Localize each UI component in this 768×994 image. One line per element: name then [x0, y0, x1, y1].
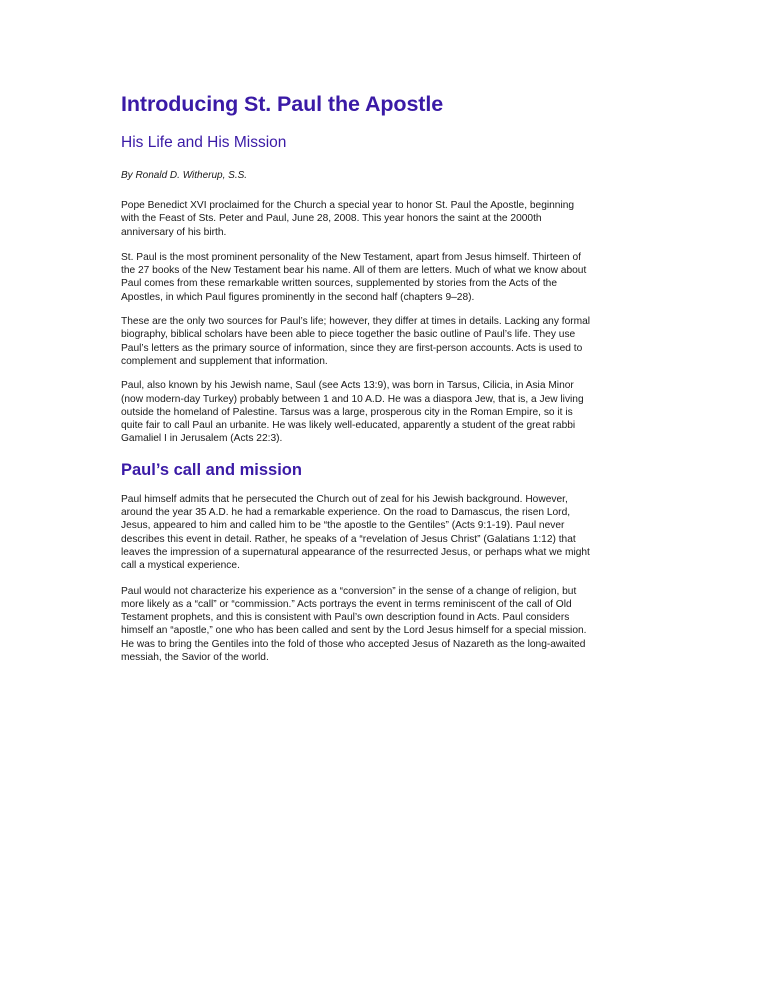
section-heading: Paul’s call and mission: [121, 460, 302, 479]
page-title: Introducing St. Paul the Apostle: [121, 92, 444, 116]
body-paragraph: Pope Benedict XVI proclaimed for the Church a special year to honor St. Paul the Apostle, beginning with the Feast of Sts. Peter and Paul, June 28, 2008. This year honors the saint at the 2000th anniversary of his birth.: [121, 200, 575, 238]
body-paragraph: These are the only two sources for Paul’s life; however, they differ at times in details. Lacking any formal biography, biblical scholars have been able to piece together the basic outline of Paul’s life. They use Paul’s letters as the primary source of information, since they are first-person accounts. Acts is used to complement and supplement that information.: [121, 316, 591, 367]
page-subtitle: His Life and His Mission: [121, 134, 287, 151]
body-paragraph: Paul, also known by his Jewish name, Saul (see Acts 13:9), was born in Tarsus, Cilicia, in Asia Minor (now modern-day Turkey) probably between 1 and 10 A.D. He was a diaspora Jew, that is, a Jew living outside the homeland of Palestine. Tarsus was a large, prosperous city in the Roman Empire, so it is quite fair to call Paul an urbanite. He was likely well-educated, apparently a student of the great rabbi Gamaliel I in Jerusalem (Acts 22:3).: [121, 380, 584, 445]
section-paragraph: Paul himself admits that he persecuted the Church out of zeal for his Jewish background. However, around the year 35 A.D. he had a remarkable experience. On the road to Damascus, the risen Lord, Jesus, appeared to him and called him to be “the apostle to the Gentiles” (Acts 9:1-19). Paul never describes this event in detail. Rather, he speaks of a “revelation of Jesus Christ” (Galatians 1:12) that leaves the impression of a supernatural appearance of the resurrected Jesus, or perhaps what we might call a mystical experience.: [121, 493, 590, 572]
document-page: [121, 88, 633, 664]
section-paragraph: Paul would not characterize his experience as a “conversion” in the sense of a change of religion, but more likely as a “call” or “commission.” Acts portrays the event in terms reminiscent of the call of Old Testament prophets, and this is consistent with Paul’s own description found in Acts. Paul considers himself an “apostle,” one who has been called and sent by the Lord Jesus himself for a special mission. He was to bring the Gentiles into the fold of those who accepted Jesus of Nazareth as the long-awaited messiah, the Savior of the world.: [121, 585, 587, 664]
author-byline: By Ronald D. Witherup, S.S.: [121, 170, 248, 181]
body-paragraph: St. Paul is the most prominent personality of the New Testament, apart from Jesus himself. Thirteen of the 27 books of the New Testament bear his name. All of them are letters. Much of what we know about Paul comes from these remarkable written sources, supplemented by stories from the Acts of the Apostles, in which Paul figures prominently in the second half (chapters 9–28).: [121, 251, 587, 303]
